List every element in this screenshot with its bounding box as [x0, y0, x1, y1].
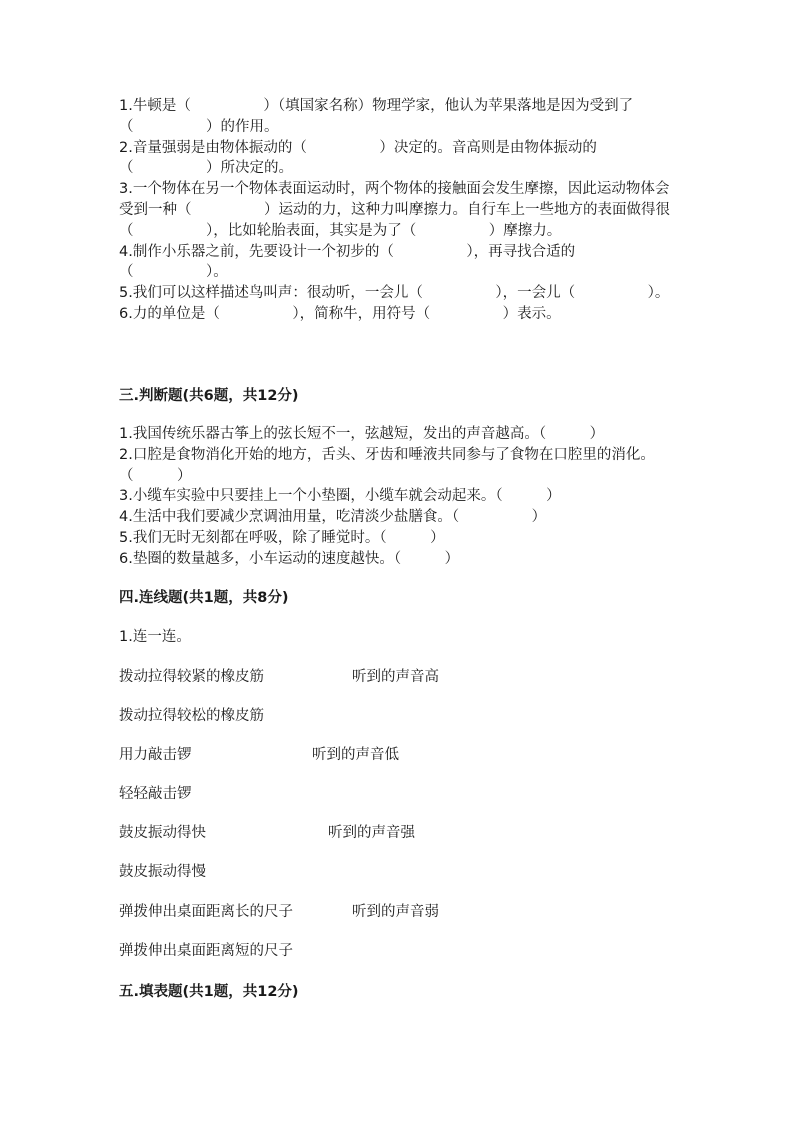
- judge-question-6: 6.垫圈的数量越多，小车运动的速度越快。（ ）: [119, 550, 460, 567]
- judge-question-3: 3.小缆车实验中只要挂上一个小垫圈，小缆车就会动起来。（ ）: [119, 488, 561, 505]
- judge-question-1: 1.我国传统乐器古筝上的弦长短不一，弦越短，发出的声音越高。（ ）: [119, 426, 605, 442]
- match-left-3: 用力敲击锣: [119, 747, 192, 763]
- match-right-4: 听到的声音弱: [352, 904, 439, 920]
- match-left-4: 轻轻敲击锣: [119, 786, 192, 802]
- match-right-3: 听到的声音强: [328, 825, 415, 841]
- match-left-5: 鼓皮振动得快: [119, 825, 206, 841]
- match-right-1: 听到的声音高: [352, 669, 439, 685]
- fill-question-1: 1.牛顿是（ ）（填国家名称）物理学家，他认为苹果落地是因为受到了（ ）的作用。: [119, 98, 634, 135]
- matching-prompt: 1.连一连。: [119, 629, 191, 645]
- fill-question-3: 3.一个物体在另一个物体表面运动时，两个物体的接触面会发生摩擦，因此运动物体会受到一种（ ）运动的力，这种力叫摩擦力。自行车上一些地方的表面做得很（ ），比如轮胎表面，其实是为了（ ）摩擦力。: [119, 181, 670, 239]
- match-left-8: 弹拨伸出桌面距离短的尺子: [119, 943, 293, 959]
- match-left-1: 拨动拉得较紧的橡皮筋: [119, 669, 264, 685]
- judge-question-5: 5.我们无时无刻都在呼吸，除了睡觉时。（ ）: [119, 529, 445, 546]
- judge-question-4: 4.生活中我们要减少烹调油用量，吃清淡少盐膳食。（ ）: [119, 509, 547, 526]
- fill-question-5: 5.我们可以这样描述鸟叫声：很动听，一会儿（ ），一会儿（ ）。: [119, 285, 670, 302]
- section-4-heading: 四.连线题(共1题，共8分): [119, 590, 289, 606]
- fill-question-4: 4.制作小乐器之前，先要设计一个初步的（ ），再寻找合适的（ ）。: [119, 243, 576, 281]
- match-left-6: 鼓皮振动得慢: [119, 864, 206, 880]
- fill-question-2: 2.音量强弱是由物体振动的（ ）决定的。音高则是由物体振动的（ ）所决定的。: [119, 139, 597, 177]
- match-left-7: 弹拨伸出桌面距离长的尺子: [119, 904, 293, 920]
- section-3-heading: 三.判断题(共6题，共12分): [119, 388, 299, 404]
- true-false-questions: [119, 424, 679, 570]
- judge-question-2: 2.口腔是食物消化开始的地方，舌头、牙齿和唾液共同参与了食物在口腔里的消化。（ ）: [119, 446, 655, 484]
- fill-question-6: 6.力的单位是（ ），简称牛，用符号（ ）表示。: [119, 305, 561, 322]
- match-left-2: 拨动拉得较松的橡皮筋: [119, 708, 264, 724]
- section-5-heading: 五.填表题(共1题，共12分): [119, 984, 299, 1000]
- match-right-2: 听到的声音低: [312, 747, 399, 763]
- fill-in-blank-questions: [119, 96, 679, 325]
